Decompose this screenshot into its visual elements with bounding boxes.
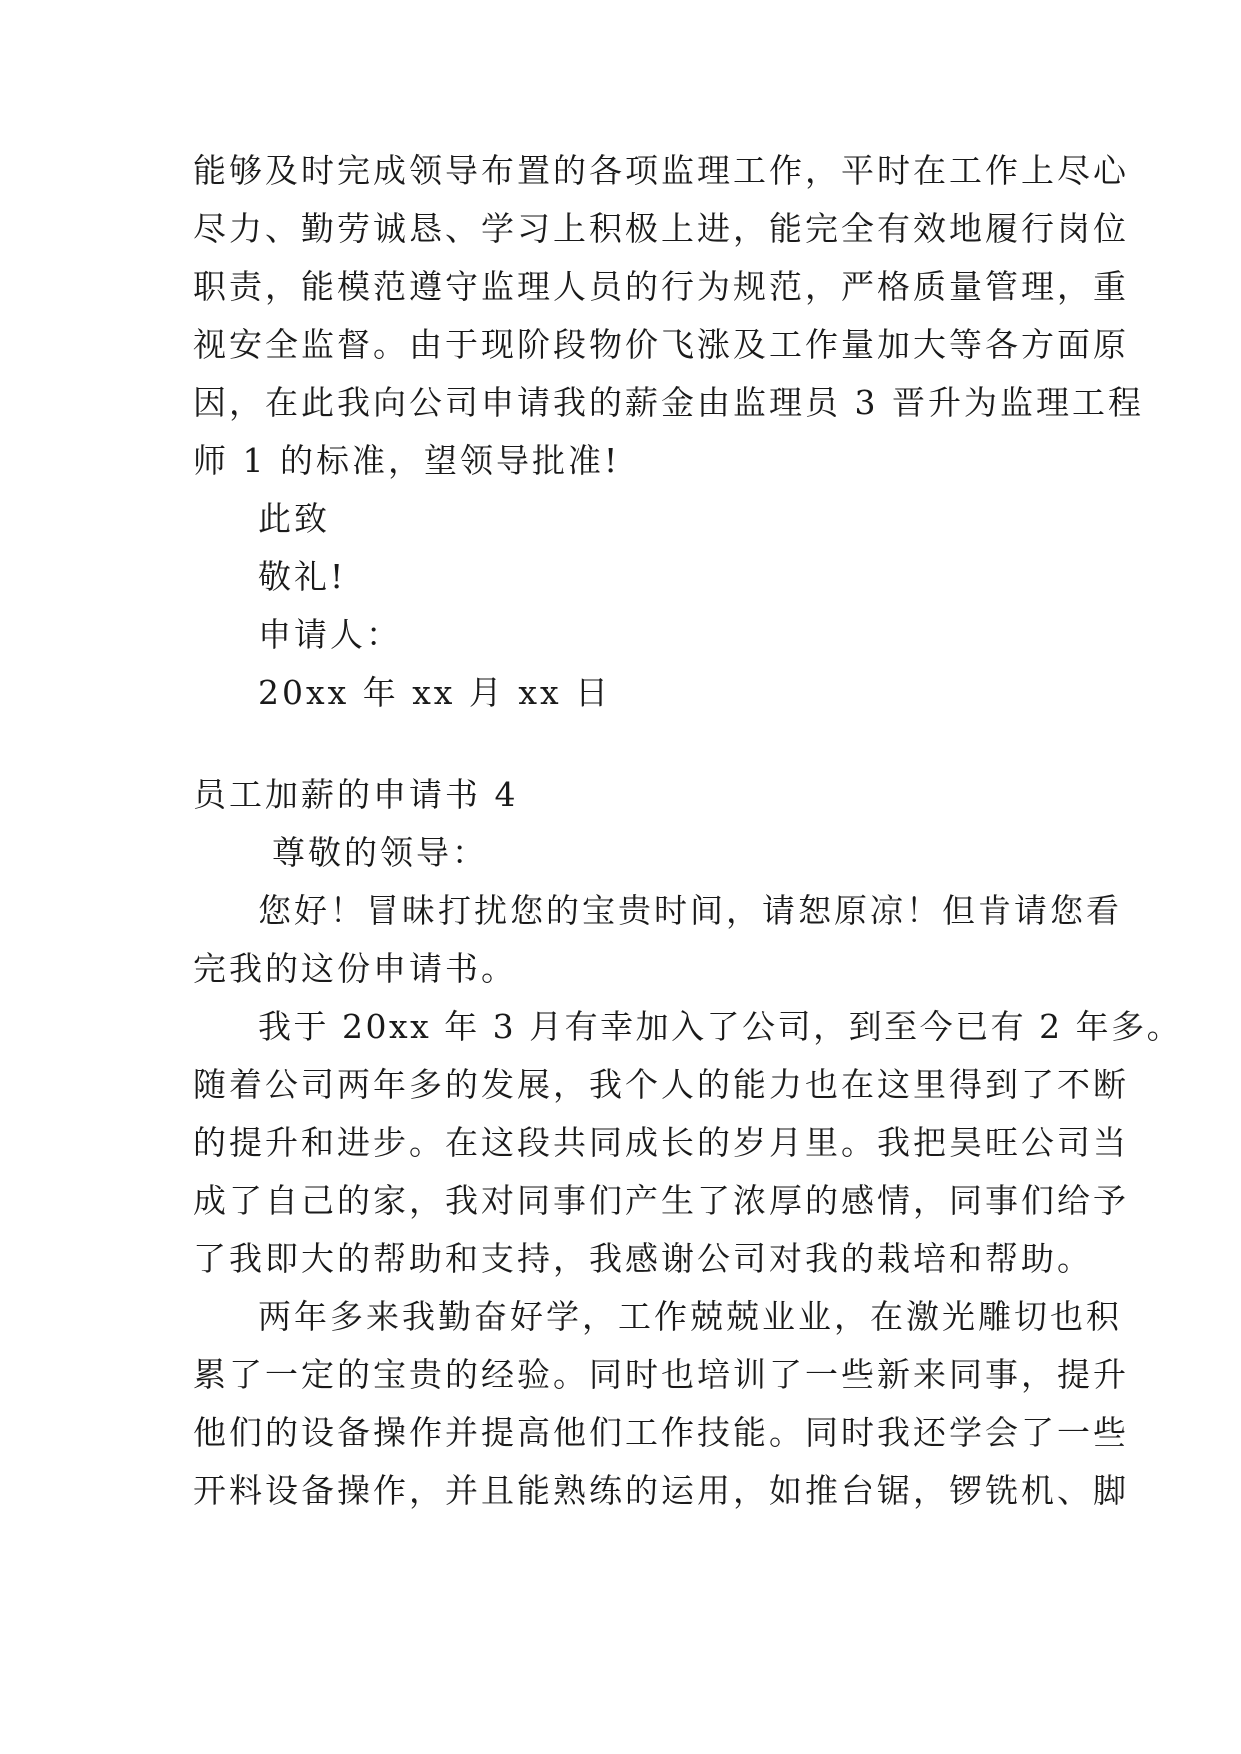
text-line: 完我的这份申请书。	[193, 949, 517, 988]
regards-line: 敬礼!	[258, 557, 347, 596]
closing-line: 此致	[258, 499, 330, 538]
text-line: 了我即大的帮助和支持，我感谢公司对我的栽培和帮助。	[193, 1239, 1093, 1278]
text-line: 开料设备操作，并且能熟练的运用，如推台锯，锣铣机、脚	[193, 1471, 1129, 1510]
text-line: 的提升和进步。在这段共同成长的岁月里。我把昊旺公司当	[193, 1123, 1129, 1162]
text-line: 我于 20xx 年 3 月有幸加入了公司，到至今已有 2 年多。	[258, 1007, 1183, 1046]
applicant-line: 申请人：	[258, 615, 402, 654]
text-line: 随着公司两年多的发展，我个人的能力也在这里得到了不断	[193, 1065, 1129, 1104]
text-line: 他们的设备操作并提高他们工作技能。同时我还学会了一些	[193, 1413, 1129, 1452]
text-line: 累了一定的宝贵的经验。同时也培训了一些新来同事，提升	[193, 1355, 1129, 1394]
text-line: 能够及时完成领导布置的各项监理工作，平时在工作上尽心	[193, 151, 1129, 190]
text-line: 职责，能模范遵守监理人员的行为规范，严格质量管理，重	[193, 267, 1129, 306]
text-line: 尽力、勤劳诚恳、学习上积极上进，能完全有效地履行岗位	[193, 209, 1129, 248]
section-title: 员工加薪的申请书 4	[193, 775, 519, 814]
text-line: 视安全监督。由于现阶段物价飞涨及工作量加大等各方面原	[193, 325, 1129, 364]
text-line: 两年多来我勤奋好学，工作兢兢业业，在激光雕切也积	[258, 1297, 1122, 1336]
text-line: 您好！冒昧打扰您的宝贵时间，请恕原凉！但肯请您看	[258, 891, 1122, 930]
salutation: 尊敬的领导：	[272, 833, 488, 872]
text-line: 因，在此我向公司申请我的薪金由监理员 3 晋升为监理工程	[193, 383, 1144, 422]
text-line: 师 1 的标准，望领导批准!	[193, 441, 621, 480]
text-line: 成了自己的家，我对同事们产生了浓厚的感情，同事们给予	[193, 1181, 1129, 1220]
date-line: 20xx 年 xx 月 xx 日	[258, 673, 612, 712]
